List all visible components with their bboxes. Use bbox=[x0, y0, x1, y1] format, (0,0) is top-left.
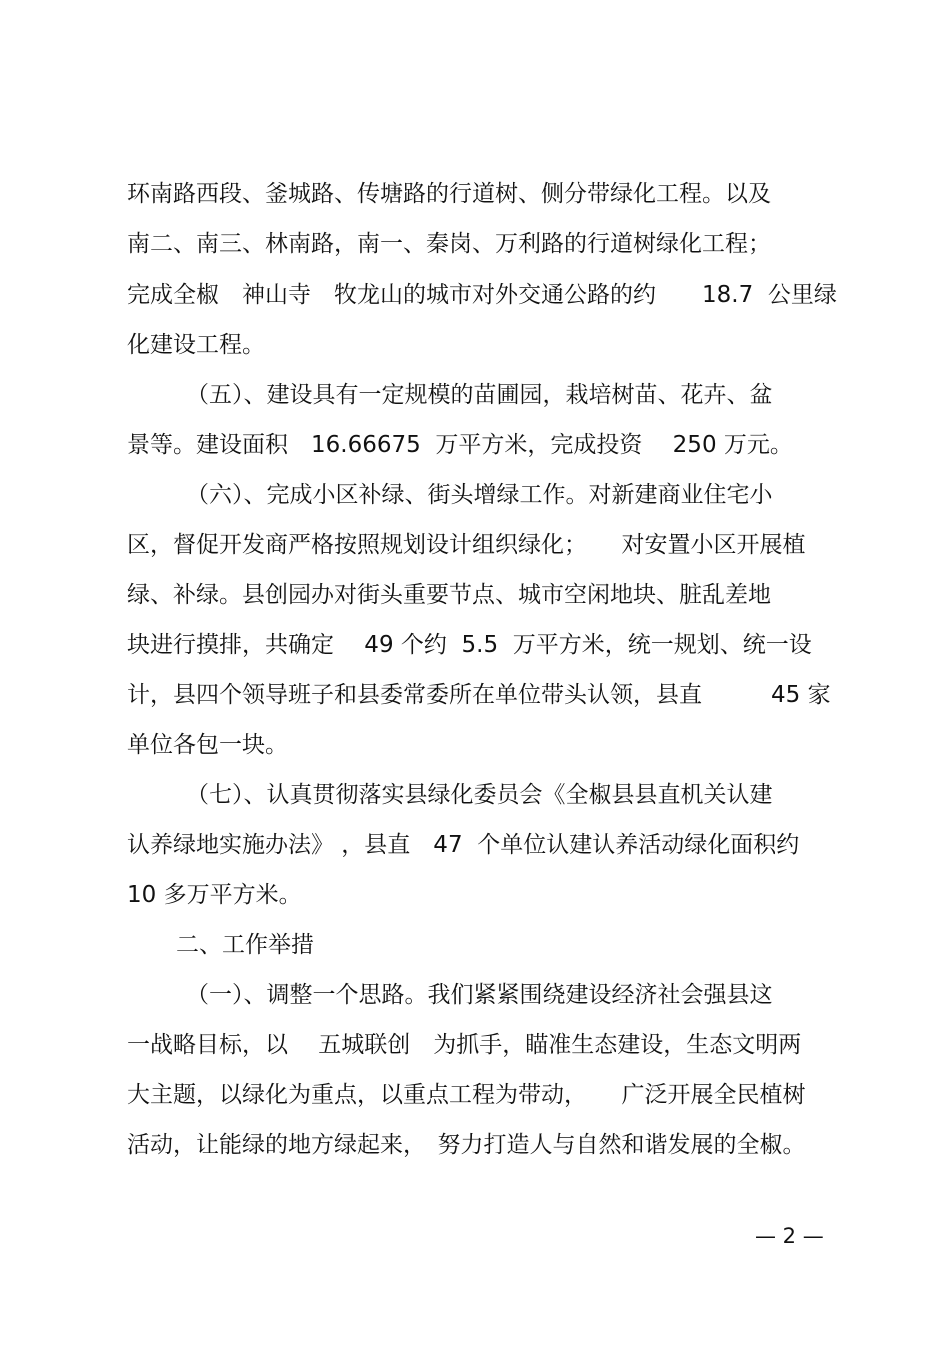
text-line-1: 环南路西段、釜城路、传塘路的行道树、侧分带绿化工程。以及 bbox=[127, 181, 771, 207]
text-line-15: 10 多万平方米。 bbox=[127, 882, 302, 908]
text-line-19: 大主题，以绿化为重点，以重点工程为带动， 广泛开展全民植树 bbox=[127, 1082, 806, 1108]
text-line-6: 景等。建设面积 16.66675 万平方米，完成投资 250 万元。 bbox=[127, 432, 793, 458]
text-line-14: 认养绿地实施办法》 ，县直 47 个单位认建认养活动绿化面积约 bbox=[127, 832, 800, 858]
text-line-8: 区，督促开发商严格按照规划设计组织绿化； 对安置小区开展植 bbox=[127, 532, 806, 558]
text-line-13: （七）、认真贯彻落实县绿化委员会《全椒县县直机关认建 bbox=[186, 782, 773, 808]
text-line-20: 活动，让能绿的地方绿起来， 努力打造人与自然和谐发展的全椒。 bbox=[127, 1132, 806, 1158]
text-line-4: 化建设工程。 bbox=[127, 332, 265, 358]
text-line-2: 南二、南三、林南路，南一、秦岗、万利路的行道树绿化工程； bbox=[127, 231, 771, 257]
section-heading: 二、工作举措 bbox=[176, 932, 314, 958]
text-line-11: 计，县四个领导班子和县委常委所在单位带头认领，县直 45 家 bbox=[127, 682, 831, 708]
text-line-9: 绿、补绿。县创园办对街头重要节点、城市空闲地块、脏乱差地 bbox=[127, 582, 771, 608]
text-line-17: （一）、调整一个思路。我们紧紧围绕建设经济社会强县这 bbox=[186, 982, 773, 1008]
page-number: — 2 — bbox=[755, 1224, 824, 1248]
text-line-18: 一战略目标，以 五城联创 为抓手，瞄准生态建设，生态文明两 bbox=[127, 1032, 802, 1058]
text-line-10: 块进行摸排，共确定 49 个约 5.5 万平方米，统一规划、统一设 bbox=[127, 632, 812, 658]
text-line-3: 完成全椒 神山寺 牧龙山的城市对外交通公路的约 18.7 公里绿 bbox=[127, 282, 837, 308]
text-line-5: （五）、建设具有一定规模的苗圃园，栽培树苗、花卉、盆 bbox=[186, 382, 773, 408]
text-line-12: 单位各包一块。 bbox=[127, 732, 288, 758]
text-line-7: （六）、完成小区补绿、街头增绿工作。对新建商业住宅小 bbox=[186, 482, 773, 508]
